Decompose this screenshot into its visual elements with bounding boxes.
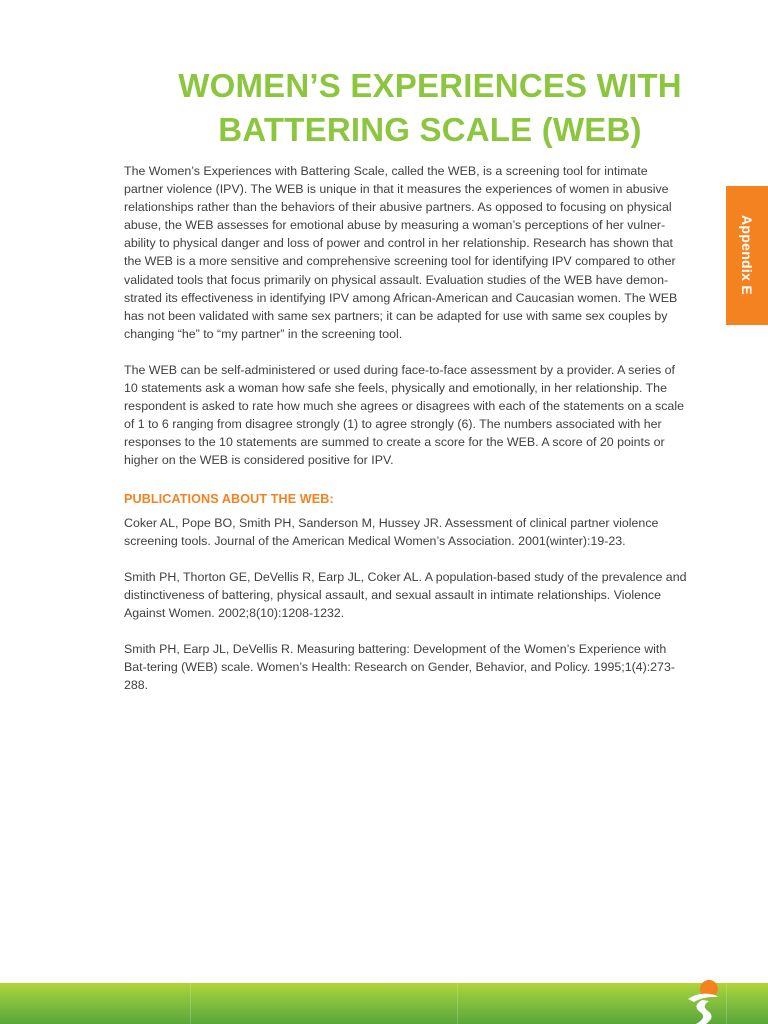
footer-divider xyxy=(457,983,458,1024)
publications-heading: PUBLICATIONS ABOUT THE WEB: xyxy=(124,491,334,506)
page-title-line-1: WOMEN’S EXPERIENCES WITH xyxy=(178,67,682,104)
body-paragraph-2: The WEB can be self-administered or used during face-to-face assessment by a provider. A series of 10 statements ask a woman how safe she feels, physically and emotionally, in her relationship. The respondent is asked to rate how much she agrees or disagrees with each of the statements on a scale of 1 to 6 ranging from disagree strongly (1) to agree strongly (6). The numbers associated with her responses to the 10 statements are summed to create a score for the WEB. A score of 20 points or higher on the WEB is considered positive for IPV. xyxy=(124,362,684,468)
main-content xyxy=(124,162,690,712)
footer-divider xyxy=(190,983,191,1024)
body-paragraph-1: The Women’s Experiences with Battering Scale, called the WEB, is a screening tool for intimate partner violence (IPV). The WEB is unique in that it measures the experiences of women in abusive relationships rather than the behaviors of their abusive partners. As opposed to focusing on physical abuse, the WEB assesses for emotional abuse by measuring a woman’s perceptions of her vulner-ability to physical danger and loss of power and control in her relationship. Research has shown that the WEB is a more sensitive and comprehensive screening tool for identifying IPV compared to other validated tools that focus primarily on physical assault. Evaluation studies of the WEB have demon-strated its effectiveness in identifying IPV among African-American and Caucasian women. The WEB has not been validated with same sex partners; it can be adapted for use with same sex couples by changing “he” to “my partner” in the screening tool. xyxy=(124,164,678,341)
road-sun-logo-icon xyxy=(682,976,734,1024)
page-title xyxy=(150,64,710,152)
reference-item: Coker AL, Pope BO, Smith PH, Sanderson M, Hussey JR. Assessment of clinical partner violence screening tools. Journal of the American Medical Women’s Association. 2001(winter):19-23. xyxy=(124,515,659,548)
reference-item: Smith PH, Thorton GE, DeVellis R, Earp JL, Coker AL. A population-based study of the prevalence and distinctiveness of battering, physical assault, and sexual assault in intimate relationships. Violence Against Women. 2002;8(10):1208-1232. xyxy=(124,569,687,620)
page-title-line-2: BATTERING SCALE (WEB) xyxy=(218,111,642,148)
appendix-tab-label: Appendix E xyxy=(739,214,755,296)
reference-item: Smith PH, Earp JL, DeVellis R. Measuring battering: Development of the Women’s Experience with Bat-tering (WEB) scale. Women’s Health: Research on Gender, Behavior, and Policy. 1995;1(4):273-288. xyxy=(124,641,675,693)
footer-bar xyxy=(0,983,768,1024)
appendix-tab xyxy=(726,186,768,325)
